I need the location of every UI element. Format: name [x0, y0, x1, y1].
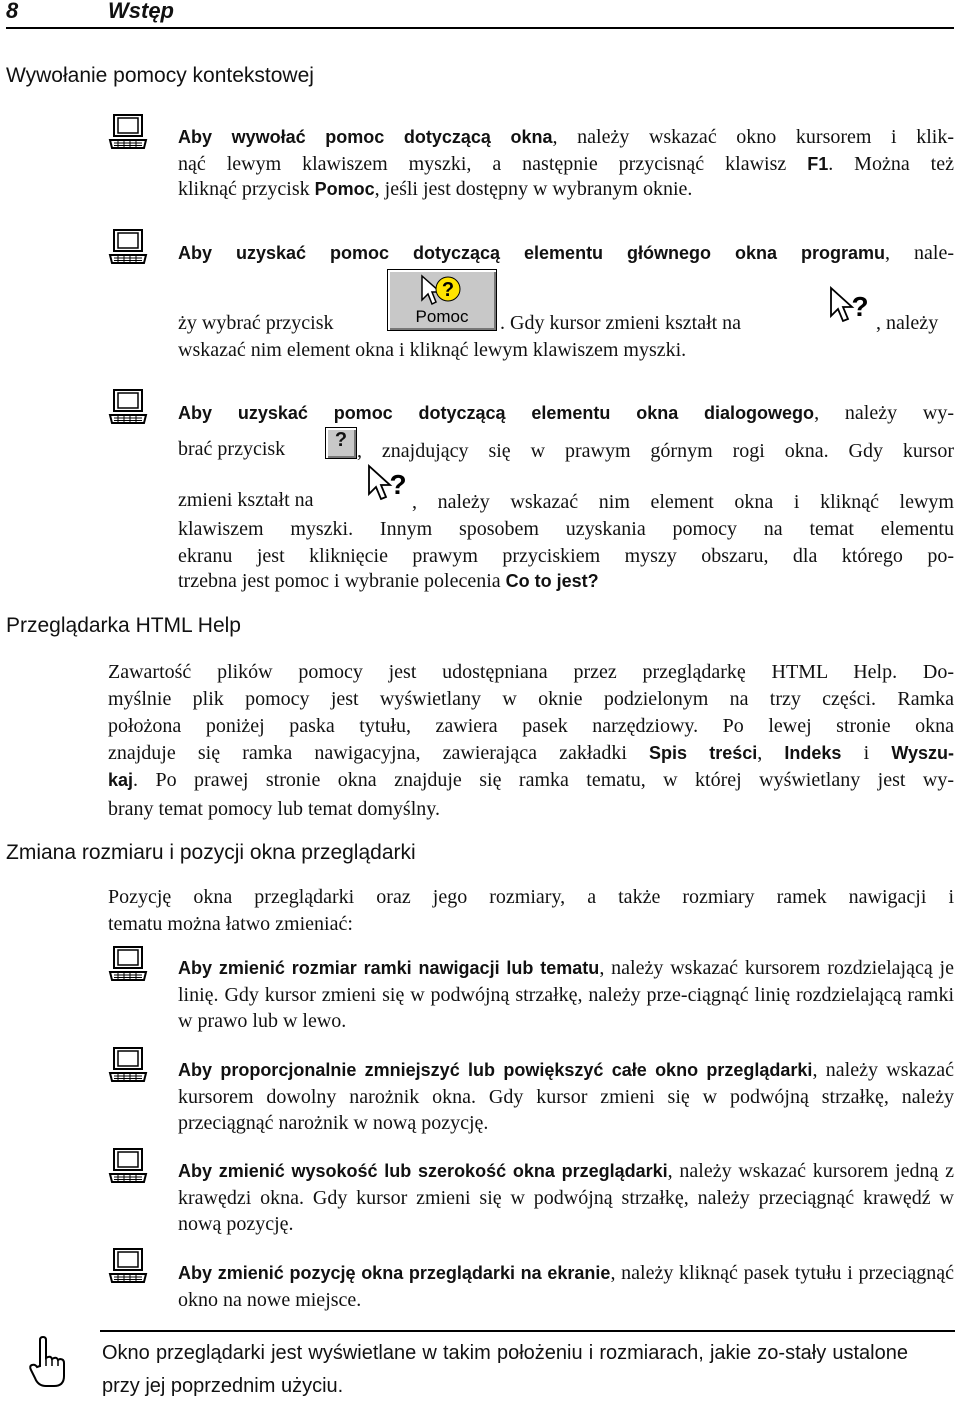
help-cursor-icon: [418, 274, 462, 308]
b3-line1: Aby uzyskać pomoc dotyczącą elementu okna dialogowego, należy wy-: [178, 402, 954, 424]
computer-icon: [108, 229, 148, 265]
b2-line2b: . Gdy kursor zmieni kształt na: [500, 312, 742, 334]
b3-line5: ekranu jest kliknięcie prawym przyciskiem myszy obszaru, dla którego po-: [178, 545, 954, 567]
chapter-title: Wstęp: [108, 0, 174, 23]
help-cursor-icon: [366, 464, 410, 508]
b2-line2a: ży wybrać przycisk: [178, 312, 334, 334]
pomoc-button[interactable]: [387, 269, 497, 331]
b3-line2b: , znajdujący się w prawym górnym rogi okna. Gdy kursor: [357, 440, 954, 462]
section-title-html-help: Przeglądarka HTML Help: [6, 614, 241, 637]
svg-text:?: ?: [441, 279, 455, 301]
b2-line2c: , należy: [876, 312, 939, 334]
b5-paragraph: Aby proporcjonalnie zmniejszyć lub powiększyć całe okno przeglądarki, należy wskazać kursorem dowolny narożnik okna. Gdy kursor zmieni się w podwójną strzałkę, należy przeciągnąć narożnik w nową pozycję.: [178, 1059, 955, 1134]
resize-intro-line2: tematu można łatwo zmieniać:: [108, 913, 353, 935]
b3-line3b: , należy wskazać nim element okna i kliknąć lewym: [412, 491, 954, 513]
resize-intro-line1: Pozycję okna przeglądarki oraz jego rozmiary, a także rozmiary ramek nawigacji i: [108, 886, 954, 908]
b6-paragraph: Aby zmienić wysokość lub szerokość okna przeglądarki, należy wskazać kursorem jedną z krawędzi okna. Gdy kursor zmieni się w podwójną strzałkę, należy przeciągnąć krawędź w nową pozycję.: [178, 1160, 955, 1235]
html-help-line5: kaj. Po prawej stronie okna znajduje się ramka tematu, w której wyświetlany jest wy-: [108, 769, 954, 791]
page-number: 8: [6, 0, 19, 23]
computer-icon: [108, 114, 148, 150]
b1-line3: kliknąć przycisk Pomoc, jeśli jest dostępny w wybranym oknie.: [178, 178, 693, 200]
b3-line4: klawiszem myszki. Innym sposobem uzyskania pomocy na temat elementu: [178, 518, 954, 540]
computer-icon: [108, 1148, 148, 1184]
b7-paragraph: Aby zmienić pozycję okna przeglądarki na ekranie, należy kliknąć pasek tytułu i przeciągnąć okno na nowe miejsce.: [178, 1262, 954, 1311]
pomoc-button-label: Pomoc: [415, 307, 469, 326]
b3-line2a: brać przycisk: [178, 438, 286, 460]
html-help-line1: Zawartość plików pomocy jest udostępniana przez przeglądarkę HTML Help. Do-: [108, 661, 954, 683]
html-help-line4: znajduje się ramka nawigacyjna, zawierająca zakładki Spis treści, Indeks i Wyszu-: [108, 742, 954, 764]
b1-line2: nąć lewym klawiszem myszki, a następnie przycisnąć klawisz F1. Można też: [178, 153, 954, 175]
b3-line3a: zmieni kształt na: [178, 489, 314, 511]
computer-icon: [108, 946, 148, 982]
svg-text:?: ?: [851, 291, 869, 322]
section-title-resize: Zmiana rozmiaru i pozycji okna przeglądarki: [6, 841, 416, 864]
computer-icon: [108, 1047, 148, 1083]
b2-line3: wskazać nim element okna i kliknąć lewym klawiszem myszki.: [178, 339, 687, 361]
b4-paragraph: Aby zmienić rozmiar ramki nawigacji lub tematu, należy wskazać kursorem rozdzielającą je linię. Gdy kursor zmieni się w podwójną strzałkę, należy prze-ciągnąć linię rozdzielającą ramki w prawo lub w lewo.: [178, 957, 954, 1032]
pointing-hand-icon: [26, 1336, 70, 1388]
note-divider: [100, 1330, 955, 1332]
computer-icon: [108, 389, 148, 425]
b2-line1: Aby uzyskać pomoc dotyczącą elementu głównego okna programu, nale-: [178, 242, 954, 264]
computer-icon: [108, 1248, 148, 1284]
html-help-line3: położona poniżej paska tytułu, zawiera pasek narzędziowy. Po lewej stronie okna: [108, 715, 954, 737]
question-button[interactable]: ?: [325, 427, 357, 459]
help-cursor-icon: [828, 286, 872, 330]
b3-line6: trzebna jest pomoc i wybranie polecenia Co to jest?: [178, 570, 599, 592]
section-title-context-help: Wywołanie pomocy kontekstowej: [6, 64, 314, 87]
note-text: Okno przeglądarki jest wyświetlane w takim położeniu i rozmiarach, jakie zo-stały ustalone przy jej poprzednim użyciu.: [102, 1342, 908, 1397]
b1-line1: Aby wywołać pomoc dotyczącą okna, należy wskazać okno kursorem i klik-: [178, 126, 955, 148]
html-help-line6: brany temat pomocy lub temat domyślny.: [108, 798, 440, 820]
html-help-line2: myślnie plik pomocy jest wyświetlany w oknie podzielonym na trzy części. Ramka: [108, 688, 954, 710]
page-header: [6, 0, 954, 29]
svg-text:?: ?: [389, 469, 407, 500]
